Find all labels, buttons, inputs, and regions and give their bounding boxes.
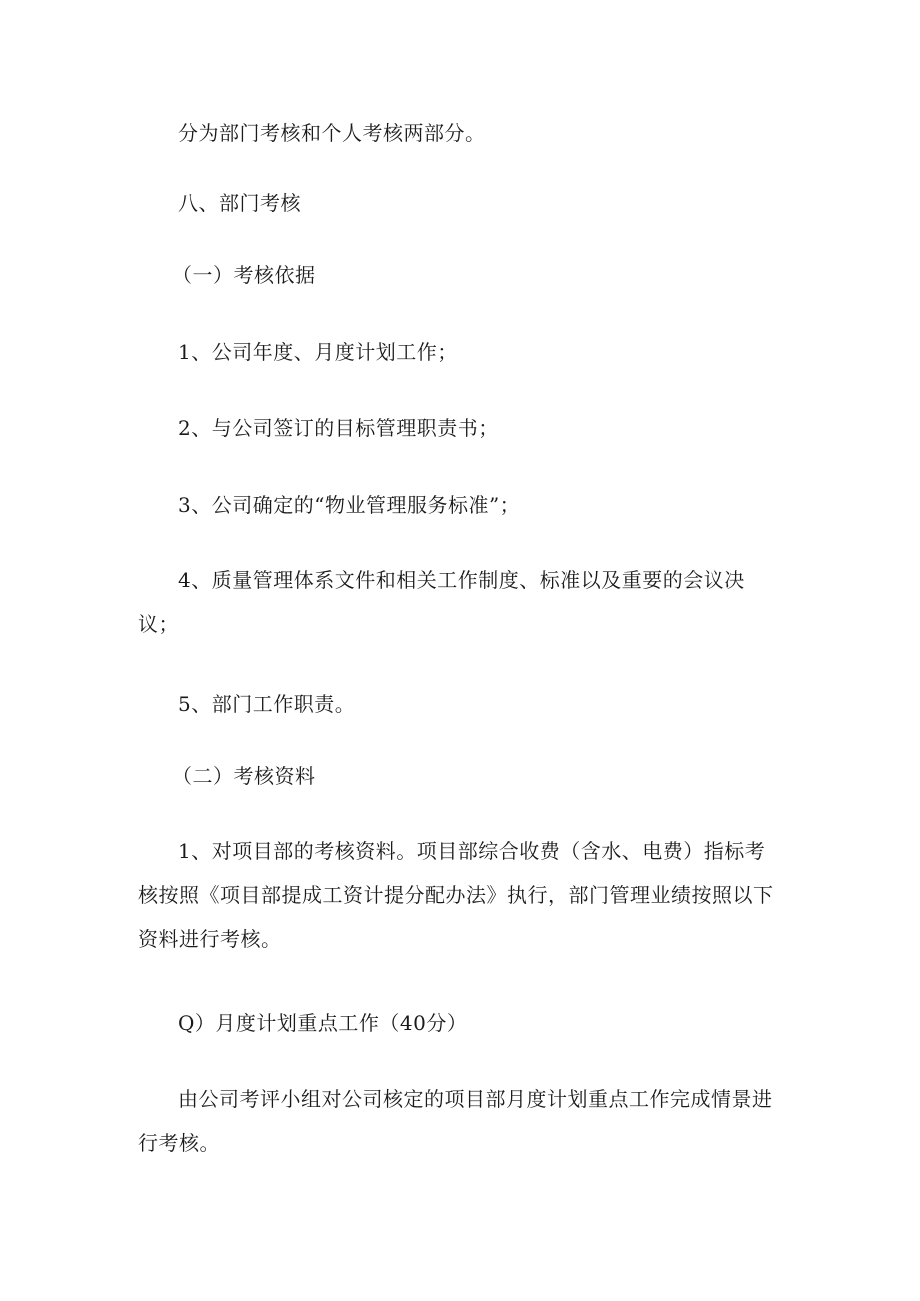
paragraph-project-assessment: 1、对项目部的考核资料。项目部综合收费（含水、电费）指标考核按照《项目部提成工资计提分配办法》执行，部门管理业绩按照以下资料进行考核。 <box>138 839 774 951</box>
list-item-2: 2、与公司签订的目标管理职责书； <box>178 416 499 440</box>
list-item-3: 3、公司确定的“物业管理服务标准”； <box>178 493 521 517</box>
subheading-assessment-materials: （二）考核资料 <box>172 764 316 788</box>
paragraph-intro: 分为部门考核和个人考核两部分。 <box>178 121 486 145</box>
section-heading-department-assessment: 八、部门考核 <box>178 191 301 215</box>
list-item-4: 4、质量管理体系文件和相关工作制度、标准以及重要的会议决议； <box>138 568 745 636</box>
subheading-monthly-plan: Q）月度计划重点工作（40分） <box>178 1011 468 1035</box>
list-item-5: 5、部门工作职责。 <box>178 692 356 716</box>
list-item-1: 1、公司年度、月度计划工作； <box>178 340 458 364</box>
paragraph-monthly-plan-evaluation: 由公司考评小组对公司核定的项目部月度计划重点工作完成情景进行考核。 <box>138 1087 773 1155</box>
subheading-assessment-basis: （一）考核依据 <box>172 263 316 287</box>
